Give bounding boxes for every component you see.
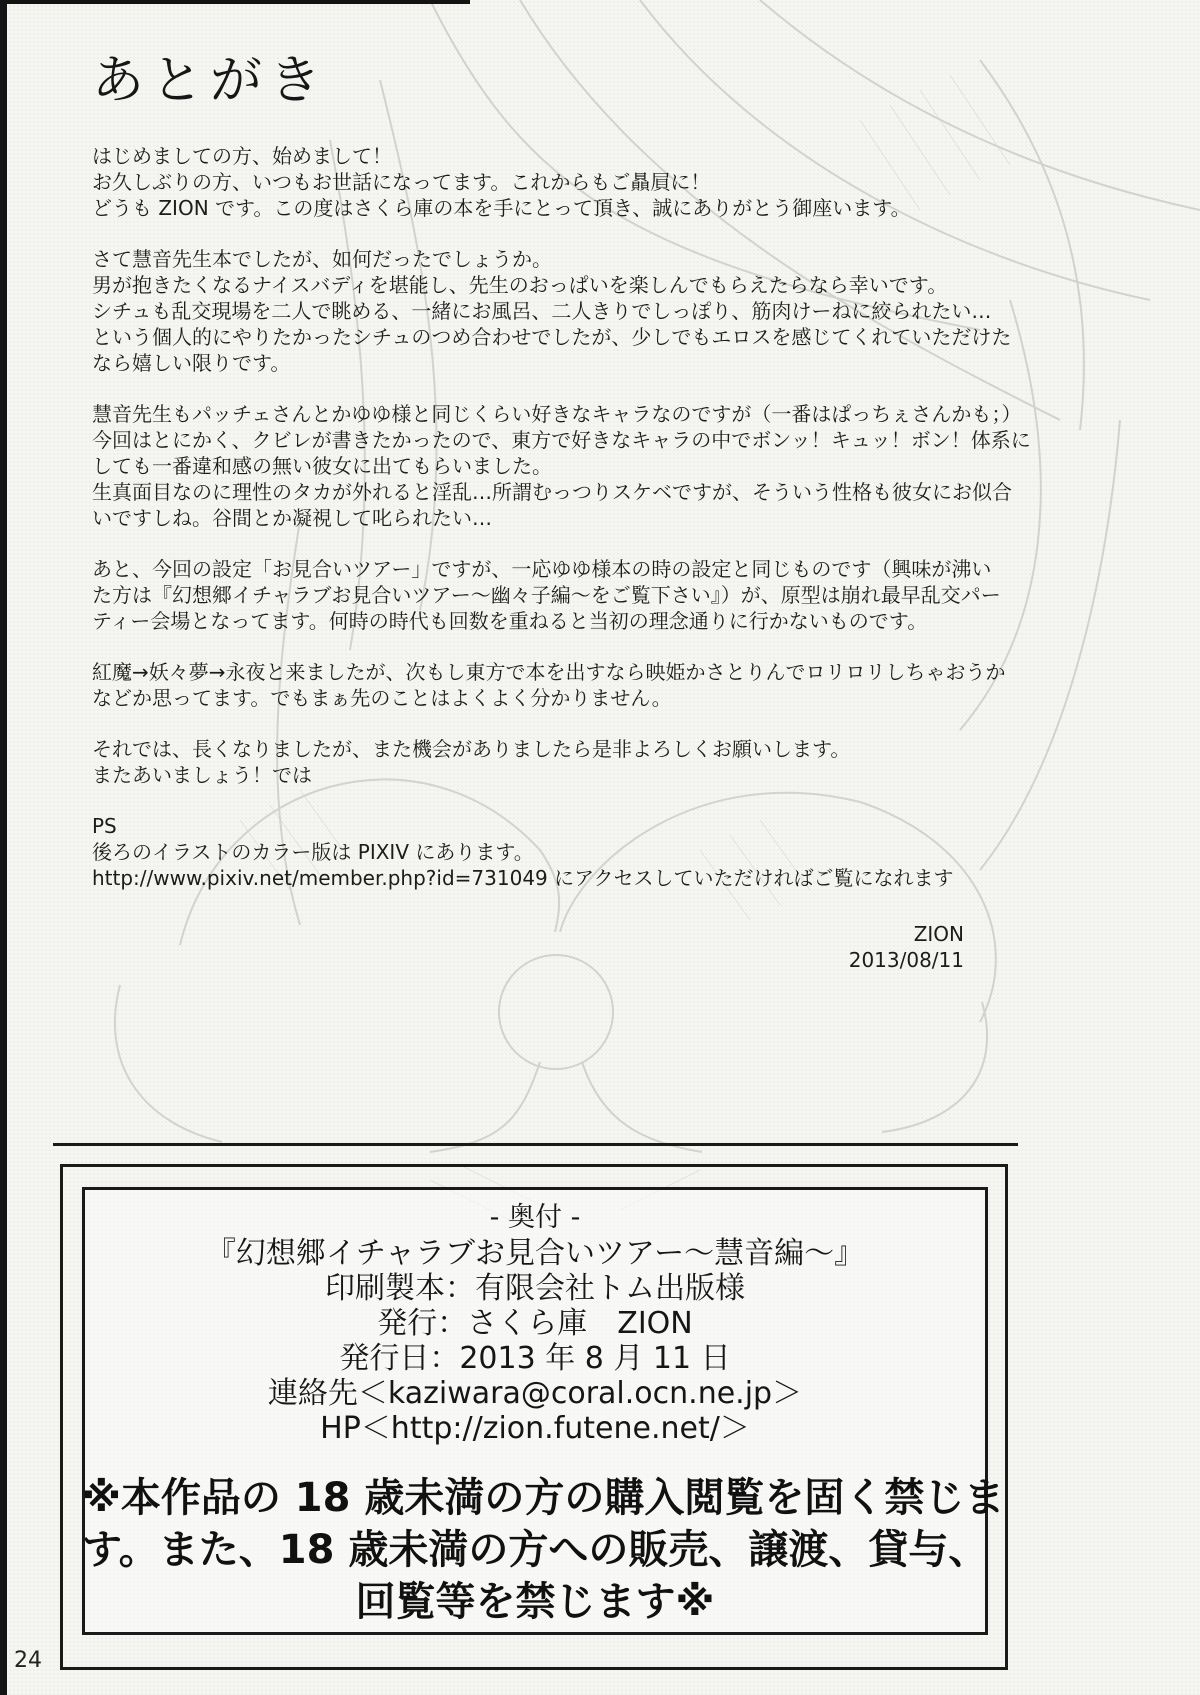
page-title: あとがき (92, 51, 329, 111)
afterword-text-line: た方は『幻想郷イチャラブお見合いツアー～幽々子編～をご覧下さい』）が、原型は崩れ最早乱交パー (92, 583, 1001, 607)
afterword-text-line: お久しぶりの方、いつもお世話になってます。これからもご贔屓に！ (92, 170, 711, 194)
colophon-section (82, 1200, 1005, 1628)
signature-date: 2013/08/11 (848, 948, 964, 972)
afterword-text-line: またあいましょう！では (92, 763, 312, 787)
afterword-text-line: それでは、長くなりましたが、また機会がありましたら是非よろしくお願いします。 (92, 737, 851, 761)
afterword-section (92, 38, 1031, 973)
afterword-text-line: 生真面目なのに理性のタカが外れると淫乱…所謂むっつりスケベですが、そういう性格も彼女にお似合 (92, 480, 1012, 504)
afterword-paragraph-ps (92, 813, 972, 891)
pixiv-url-text: http://www.pixiv.net/member.php?id=731049 にアクセスしていただければご覧になれます (92, 866, 954, 890)
afterword-text-line: PS (92, 814, 117, 838)
signature-name: ZION (913, 922, 964, 946)
afterword-text-line: という個人的にやりたかったシチュのつめ合わせでしたが、少しでもエロスを感じてくれていただけた (92, 325, 1012, 349)
colophon-homepage-url: HP＜http://zion.futene.net/＞ (320, 1411, 750, 1446)
page-number: 24 (14, 1648, 42, 1673)
afterword-paragraph (92, 736, 972, 788)
afterword-text-line: 慧音先生もパッチェさんとかゆゆ様と同じくらい好きなキャラなのですが（一番はぱっちぇさんかも；） (92, 402, 1022, 426)
afterword-text-line: シチュも乱交現場を二人で眺める、一緒にお風呂、二人きりでしっぽり、筋肉けーねに絞られたい… (92, 299, 992, 323)
scan-edge-left (0, 0, 7, 1695)
afterword-text-line: はじめましての方、始めまして！ (92, 144, 392, 168)
colophon-contact-email: 連絡先＜kaziwara@coral.ocn.ne.jp＞ (267, 1376, 803, 1411)
afterword-paragraph (92, 659, 1006, 711)
colophon-printer: 印刷製本：有限会社トム出版様 (325, 1271, 745, 1306)
afterword-text-line: あと、今回の設定「お見合いツアー」ですが、一応ゆゆ様本の時の設定と同じものです（興味が沸い (92, 557, 992, 581)
scan-edge-top (0, 0, 470, 4)
afterword-paragraph (92, 246, 1012, 376)
afterword-paragraph (92, 556, 1001, 634)
afterword-text-line: さて慧音先生本でしたが、如何だったでしょうか。 (92, 247, 552, 271)
afterword-text-line: 今回はとにかく、クビレが書きたかったので、東方で好きなキャラの中でボンッ！キュッ！ボン！体系に (92, 428, 1031, 452)
afterword-text-line: なら嬉しい限りです。 (92, 351, 291, 375)
colophon-outer-rule (53, 1143, 1018, 1146)
afterword-text-line: 紅魔→妖々夢→永夜と来ましたが、次もし東方で本を出すなら映姫かさとりんでロリロリしちゃおうか (92, 660, 1006, 684)
colophon-publisher: 発行：さくら庫 ZION (377, 1306, 693, 1341)
age-warning-line: 回覧等を禁じます※ (355, 1579, 715, 1625)
colophon-publish-date: 発行日：2013 年 8 月 11 日 (339, 1341, 731, 1376)
age-warning-line: す。また、18 歳未満の方への販売、譲渡、貸与、 (82, 1527, 989, 1573)
afterword-text-line: しても一番違和感の無い彼女に出てもらいました。 (92, 454, 552, 478)
afterword-text-line: 後ろのイラストのカラー版は PIXIV にあります。 (92, 840, 534, 864)
afterword-text-line: どうも ZION です。この度はさくら庫の本を手にとって頂き、誠にありがとう御座います。 (92, 196, 911, 220)
afterword-paragraph (92, 143, 972, 221)
afterword-text-line: 男が抱きたくなるナイスバディを堪能し、先生のおっぱいを楽しんでもらえたらなら幸いです。 (92, 273, 948, 297)
afterword-paragraph (92, 401, 1031, 531)
afterword-text-line: いですしね。谷間とか凝視して叱られたい… (92, 506, 492, 530)
colophon-book-title: 『幻想郷イチャラブお見合いツアー～慧音編～』 (205, 1236, 865, 1271)
afterword-text-line: などか思ってます。でもまぁ先のことはよくよく分かりません。 (92, 686, 672, 710)
colophon-heading: - 奥付 - (489, 1202, 581, 1233)
age-warning (82, 1472, 1005, 1628)
age-warning-line: ※本作品の 18 歳未満の方の購入閲覧を固く禁じま (82, 1475, 1005, 1521)
afterword-text-line: ティー会場となってます。何時の時代も回数を重ねると当初の理念通りに行かないものです。 (92, 609, 928, 633)
signature-block (92, 921, 972, 973)
